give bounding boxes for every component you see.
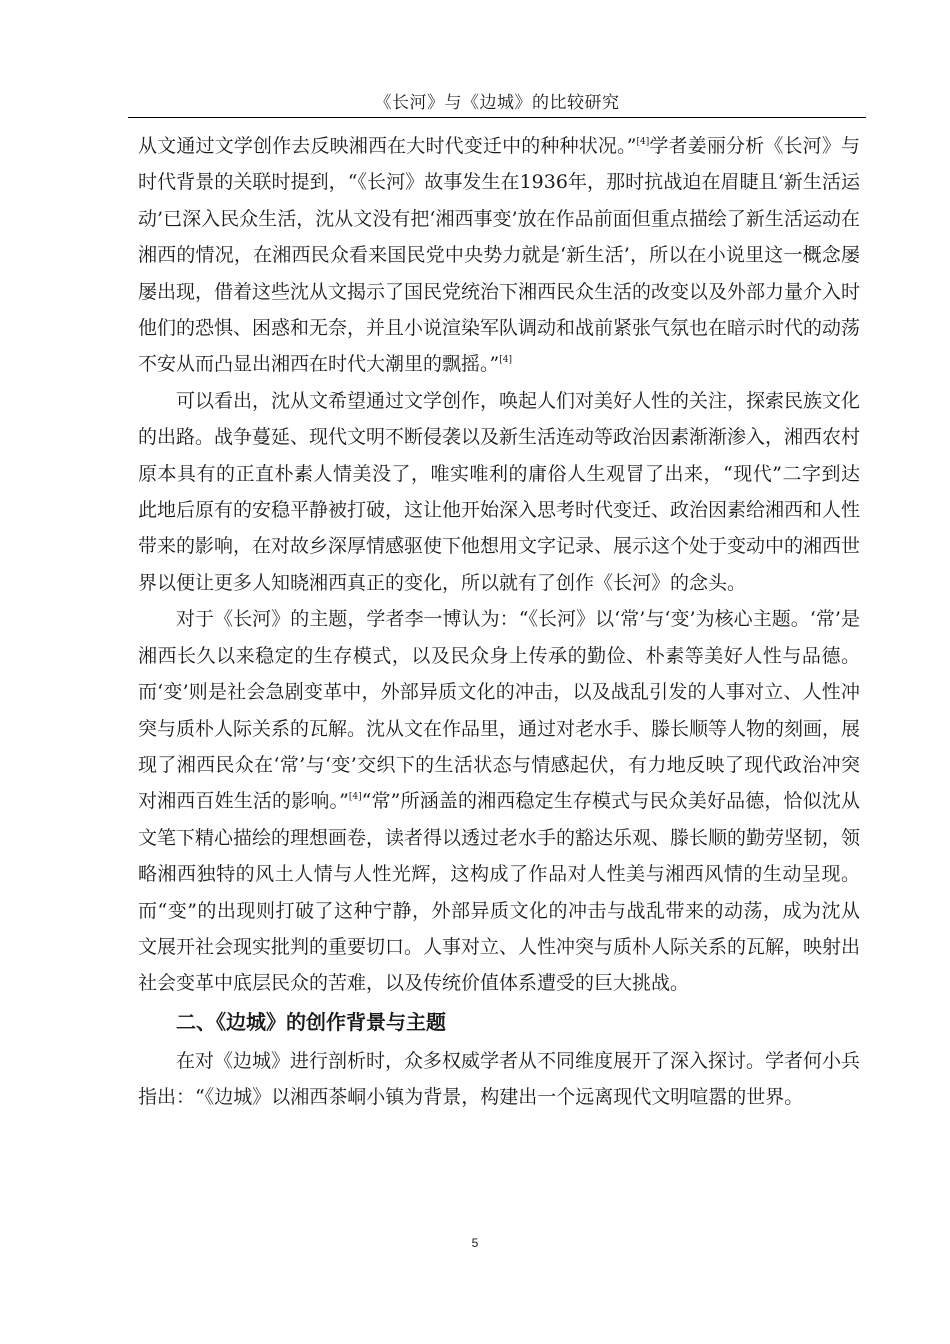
- paragraph-1: [138, 128, 860, 383]
- document-body: [138, 128, 860, 1116]
- paragraph-1-text-b: 学者姜丽分析《长河》与时代背景的关联时提到，“《长河》故事发生在1936年，那时抗战迫在眉睫且‘新生活运动’已深入民众生活，沈从文没有把‘湘西事变’放在作品前面但重点描绘了新生活运动在湘西的情况，在湘西民众看来国民党中央势力就是‘新生活’，所以在小说里这一概念屡屡出现，借着这些沈从文揭示了国民党统治下湘西民众生活的改变以及外部力量介入时他们的恐惧、困惑和无奈，并且小说渲染军队调动和战前紧张气氛也在暗示时代的动荡不安从而凸显出湘西在时代大潮里的飘摇。”: [138, 135, 861, 376]
- paragraph-2: 可以看出，沈从文希望通过文学创作，唤起人们对美好人性的关注，探索民族文化的出路。战争蔓延、现代文明不断侵袭以及新生活连动等政治因素渐渐渗入，湘西农村原本具有的正直朴素人情美没了，唯实唯利的庸俗人生观冒了出来，“现代”二字到达此地后原有的安稳平静被打破，这让他开始深入思考时代变迁、政治因素给湘西和人性带来的影响，在对故乡深厚情感驱使下他想用文字记录、展示这个处于变动中的湘西世界以便让更多人知晓湘西真正的变化，所以就有了创作《长河》的念头。: [138, 389, 861, 594]
- paragraph-3-text-b: “常”所涵盖的湘西稳定生存模式与民众美好品德，恰似沈从文笔下精心描绘的理想画卷，读者得以透过老水手的豁达乐观、滕长顺的勤劳坚韧，领略湘西独特的风土人情与人性光辉，这构成了作品对人性美与湘西风情的生动呈现。而“变”的出现则打破了这种宁静，外部异质文化的冲击与战乱带来的动荡，成为沈从文展开社会现实批判的重要切口。人事对立、人性冲突与质朴人际关系的瓦解，映射出社会变革中底层民众的苦难，以及传统价值体系遭受的巨大挑战。: [138, 790, 861, 995]
- section-heading: 二、《边城》的创作背景与主题: [176, 1009, 446, 1034]
- page-number: 5: [471, 1236, 479, 1250]
- citation-ref: [4]: [499, 355, 512, 366]
- paragraph-3: [138, 601, 860, 1001]
- paragraph-4: 在对《边城》进行剖析时，众多权威学者从不同维度展开了深入探讨。学者何小兵指出：“《边城》以湘西茶峒小镇为背景，构建出一个远离现代文明喧嚣的世界。: [138, 1049, 861, 1109]
- header-divider: [128, 117, 866, 118]
- paragraph-1-text-a: 从文通过文学创作去反映湘西在大时代变迁中的种种状况。”: [138, 135, 637, 157]
- citation-ref: [4]: [348, 792, 362, 803]
- running-header: 《长河》与《边城》的比较研究: [374, 93, 620, 113]
- citation-ref: [4]: [636, 137, 650, 147]
- paragraph-3-text-a: 对于《长河》的主题，学者李一博认为：“《长河》以‘常’与‘变’为核心主题。‘常’是湘西长久以来稳定的生存模式，以及民众身上传承的勤俭、朴素等美好人性与品德。而‘变’则是社会急剧变革中，外部异质文化的冲击，以及战乱引发的人事对立、人性冲突与质朴人际关系的瓦解。沈从文在作品里，通过对老水手、滕长顺等人物的刻画，展现了湘西民众在‘常’与‘变’交织下的生活状态与情感起伏，有力地反映了现代政治冲突对湘西百姓生活的影响。”: [138, 608, 861, 813]
